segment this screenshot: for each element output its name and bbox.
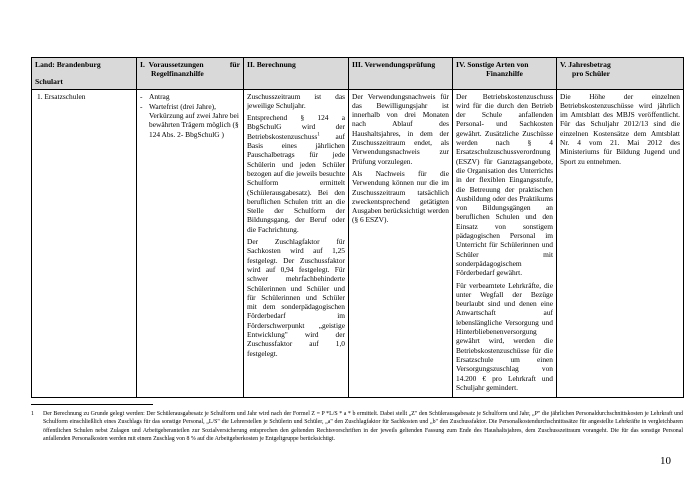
- header-col4-sub: Finanzhilfe: [486, 69, 523, 79]
- berechnung-p1: Zuschusszeitraum ist das jeweilige Schuljahr.: [247, 91, 345, 110]
- header-col4-title: IV. Sonstige Arten von: [456, 60, 529, 69]
- header-schulart-label: Schulart: [35, 77, 63, 87]
- data-row: [32, 89, 684, 398]
- header-col1-fuer: für: [229, 60, 240, 69]
- jahresbetrag-text: Die Höhe der einzelnen Betriebskostenzuschüsse wird jährlich im Amtsblatt des MBJS veröffentlicht. Für das Schuljahr 2012/13 sind die einzelnen Kostensätze dem Amtsblatt Nr. 4 vom 21. Mai 2012 des Ministeriums für Bildung Jugend und Sport zu entnehmen.: [560, 91, 680, 166]
- sonstige-p2: Für verbeamtete Lehrkräfte, die unter Wegfall der Bezüge beurlaubt sind und denen eine Anwartschaft auf lebenslängliche Versorgung und Hinterbliebenenversorgung gewährt wird, werden die Betriebskostenzuschüsse für die Ersatzschule um einen Versorgungszuschlag von 14.200 € pro Lehrkraft und Schuljahr gemindert.: [456, 280, 553, 392]
- footnote-divider: [31, 404, 153, 405]
- header-col1-sub: Regelfinanzhilfe: [151, 69, 204, 79]
- voraussetzungen-list: [140, 92, 240, 139]
- cell-jahresbetrag: [557, 89, 684, 398]
- sonstige-p1: Der Betriebskostenzuschuss wird für die durch den Betrieb der Schule anfallenden Personal- und Sachkosten gewährt. Zusätzliche Zuschüsse werden nach § 4 Ersatzschulzuschussverordnung (ESZV) für Ganztagsangebote, die Organisation des Unterrichts in der flexiblen Eingangsstufe, die Betreuung der praktischen Ausbildung oder des Praktikums von Bildungsgängen an beruflichen Schulen und den Einsatz von sonstigem pädagogischen Personal im Unterricht für Schülerinnen und Schüler mit sonderpädagogischem Förderbedarf gewährt.: [456, 91, 553, 278]
- header-col5-sub: pro Schüler: [572, 69, 611, 79]
- berechnung-p2: [247, 113, 345, 234]
- header-voraussetzungen: [137, 58, 244, 90]
- footnote: [31, 410, 683, 443]
- cell-verwendungspruefung: [349, 89, 453, 398]
- header-col1-title: Voraussetzungen: [148, 60, 204, 69]
- header-verwendungspruefung: III. Verwendungsprüfung: [349, 58, 453, 90]
- berechnung-p2-text: Entsprechend § 124 a BbgSchulG wird der Betriebskostenzuschuss: [247, 113, 345, 141]
- berechnung-p3: Der Zuschlagfaktor für Sachkosten wird auf 1,25 festgelegt. Der Zuschussfaktor wird auf 0,94 festgelegt. Für schwer mehrfachbehinderte Schülerinnen und Schüler und für Schülerinnen und Schüler mit dem sonderpädagogischen Förderbedarf im Förderschwerpunkt „geistige Entwicklung" wird der Zuschussfaktor auf 1,0 festgelegt.: [247, 237, 345, 358]
- cell-voraussetzungen: [137, 89, 244, 398]
- header-col5-title: V. Jahresbetrag: [560, 60, 611, 69]
- footnote-ref: 1: [317, 132, 320, 138]
- header-schulart: [32, 58, 137, 90]
- header-row: [32, 58, 684, 90]
- cell-sonstige: [453, 89, 557, 398]
- header-col1-number: I.: [140, 60, 145, 69]
- list-item: - Wartefrist (drei Jahre), Verkürzung auf zwei Jahre bei bewährten Trägern möglich (§ 124 Abs. 2- BbgSchulG ): [149, 102, 240, 139]
- financing-table: [31, 57, 684, 398]
- header-berechnung: II. Berechnung: [244, 58, 349, 90]
- berechnung-p2-text-rest: auf Basis eines jährlichen Pauschalbetrags für jede Schülerin und jeden Schüler bezogen auf die jeweils besuchte Schulform ermittelt (Schülerausgabesatz). Bei den beruflichen Schulen tritt an die Stelle der Schulform der Bildungsgang, der Beruf oder die Fachrichtung.: [247, 131, 345, 234]
- header-jahresbetrag: [557, 58, 684, 90]
- cell-berechnung: [244, 89, 349, 398]
- cell-schulart: 1. Ersatzschulen: [32, 89, 137, 398]
- verwendung-p2: Als Nachweis für die Verwendung können nur die im Zuschusszeitraum tatsächlich zweckentsprechend getätigten Ausgaben berücksichtigt werden (§ 6 ESZV).: [352, 168, 449, 225]
- list-item: - Antrag: [149, 92, 240, 101]
- header-land: Land: Brandenburg: [35, 60, 101, 69]
- header-sonstige: [453, 58, 557, 90]
- page-number: 10: [660, 455, 671, 467]
- footnote-number: 1: [31, 411, 34, 417]
- footnote-text: Der Berechnung zu Grunde gelegt werden: Der Schülerausgabesatz je Schulform und Jahr wird nach der Formel Z = P *L/S * a * b ermittelt. Dabei stellt „Z" den Schülerausgabesatz je Schulform und Jahr, „P" die jährlichen Personaldurchschnittskosten je Lehrkraft und Schulform einschließlich eines Zuschlags für das sonstige Personal, „L/S" die Lehrerstellen je Schülerin und Schüler, „a" den Zuschlagfaktor für Sachkosten und „b" den Zuschussfaktor. Die Personalkostendurchschnittssätze für angestellte Lehrkräfte in vergleichbaren öffentlichen Schulen nebst Zulagen und Arbeitgeberanteilen zur Sozialversicherung entsprechen den geltenden Rechtsvorschriften in der jeweils geltenden Fassung zum Ende des Haushaltsjahres, dem Zuschusszeitraum vorangeht. Die für das sonstige Personal anfallenden Personalkosten werden mit einem Zuschlag von 8 % auf die Arbeitgeberkosten je Entgeltgruppe berücksichtigt.: [43, 411, 683, 442]
- verwendung-p1: Der Verwendungsnachweis für das Bewilligungsjahr ist innerhalb von drei Monaten nach Ablauf des Haushaltsjahres, in dem der Zuschusszeitraum endet, als Verwendungsnachweis zur Prüfung vorzulegen.: [352, 91, 449, 166]
